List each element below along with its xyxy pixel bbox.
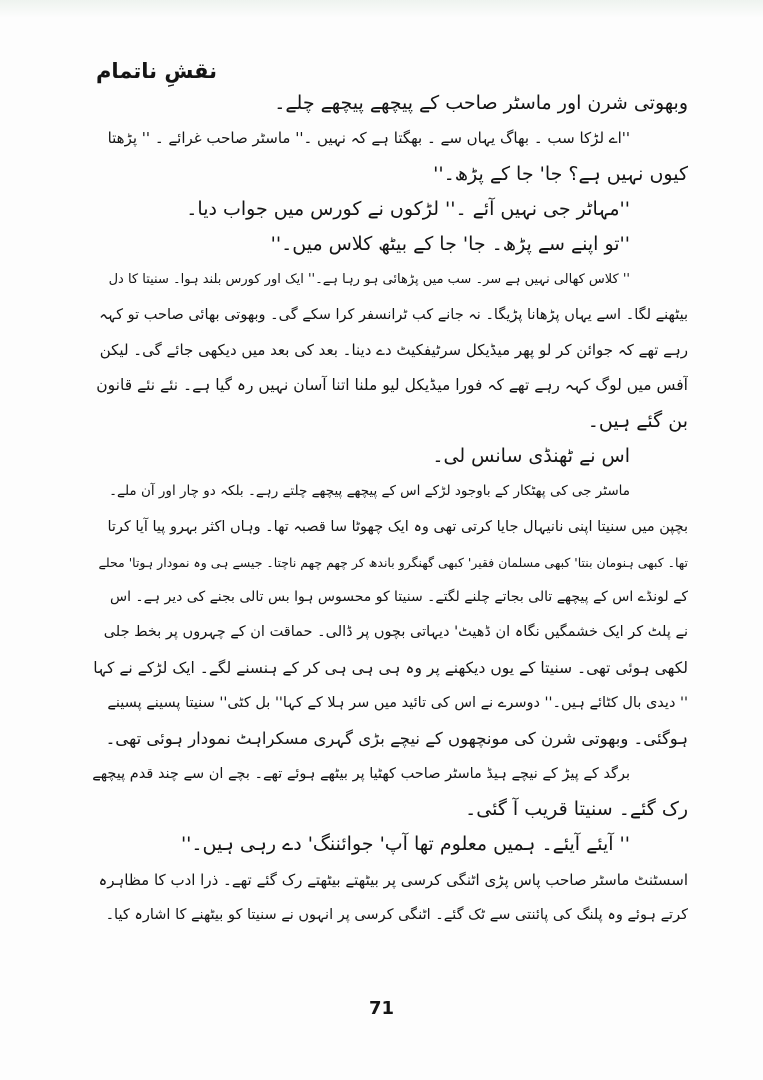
text-line: '' دیدی بال کٹائے ہیں۔'' دوسرے نے اس کی تائید میں سر ہلا کے کہا'' بل کٹی'' سنیتا پسینے پسینے — [107, 695, 688, 712]
text-line: رہے تھے کہ جوائن کر لو پھر میڈیکل سرٹیفکیٹ دے دینا۔ بعد کی بعد میں دیکھی جائے گی۔ لیکن — [99, 341, 688, 360]
text-line: آفس میں لوگ کہہ رہے تھے کہ فورا میڈیکل لیو ملنا اتنا آسان نہیں رہ گیا ہے۔ نئے نئے قانون — [96, 376, 688, 395]
text-line: لکھی ہوئی تھی۔ سنیتا کے یوں دیکھنے پر وہ ہی ہی ہی کر کے ہنسنے لگے۔ ایک لڑکے نے کہا — [93, 658, 688, 677]
running-header-title: نقشِ ناتمام — [96, 59, 218, 83]
text-line: بچپن میں سنیتا اپنی نانیہال جایا کرتی تھی وہ ایک چھوٹا سا قصبہ تھا۔ وہاں اکثر بہرو پیا آیا کرتا — [107, 518, 688, 535]
text-line: وبھوتی شرن اور ماسٹر صاحب کے پیچھے پیچھے چلے۔ — [274, 92, 688, 114]
text-line: کرتے ہوئے وہ پلنگ کی پائنتی سے ٹک گئے۔ اٹنگی کرسی پر انہوں نے سنیتا کو بیٹھنے کا اشارہ کیا۔ — [105, 906, 688, 923]
text-line: ہوگئی۔ وبھوتی شرن کی مونچھوں کے نیچے بڑی گہری مسکراہٹ نمودار ہوئی تھی۔ — [105, 729, 688, 749]
text-line: ''تو اپنے سے پڑھ۔ جا' جا کے بیٹھ کلاس میں۔'' — [270, 233, 630, 256]
text-line: '' کلاس کھالی نہیں ہے سر۔ سب میں پڑھائی ہو رہا ہے۔'' ایک اور کورس بلند ہوا۔ سنیتا کا دل — [108, 272, 630, 288]
text-line: ماسٹر جی کی پھٹکار کے باوجود لڑکے اس کے پیچھے پیچھے چلتے رہے۔ بلکہ دو چار اور آن ملے۔ — [109, 483, 630, 500]
text-line: تھا۔ کبھی ہنومان بنتا' کبھی مسلمان فقیر' کبھی گھنگرو باندھ کر چھم چھم ناچتا۔ جیسے ہی وہ نمودار ہوتا' محلے — [98, 554, 688, 570]
text-line: ''مہاٹر جی نہیں آئے ۔'' لڑکوں نے کورس میں جواب دیا۔ — [186, 197, 630, 220]
text-line: بیٹھنے لگا۔ اسے یہاں پڑھانا پڑیگا۔ نہ جانے کب ٹرانسفر کرا سکے گی۔ وبھوتی بھائی صاحب تو کہہ — [99, 306, 688, 323]
text-line: اسسٹنٹ ماسٹر صاحب پاس پڑی اٹنگی کرسی پر بیٹھتے بیٹھتے رک گئے تھے۔ ذرا ادب کا مظاہرہ — [98, 870, 688, 889]
scan-edge — [0, 0, 763, 18]
text-line: نے پلٹ کر ایک خشمگیں نگاہ ان ڈھیٹ' دیہاتی بچوں پر ڈالی۔ حماقت ان کے چہروں پر بخط جلی — [103, 624, 688, 641]
text-line: اس نے ٹھنڈی سانس لی۔ — [432, 444, 630, 467]
text-line: رک گئے۔ سنیتا قریب آ گئی۔ — [465, 797, 688, 820]
text-line: ''اے لڑکا سب ۔ بھاگ یہاں سے ۔ بھگتا ہے کہ نہیں ۔'' ماسٹر صاحب غرائے ۔ '' پڑھتا — [107, 129, 630, 148]
body-text — [92, 86, 688, 933]
text-line: '' آیئے آیئے۔ ہمیں معلوم تھا آپ' جوائننگ' دے رہی ہیں۔'' — [180, 833, 630, 856]
text-line: بن گئے ہیں۔ — [587, 409, 688, 432]
text-line: برگد کے پیڑ کے نیچے ہیڈ ماسٹر صاحب کھٹیا پر بیٹھے ہوئے تھے۔ بچے ان سے چند قدم پیچھے — [92, 765, 630, 782]
text-line: کے لونڈے اس کے پیچھے تالی بجاتے چلنے لگتے۔ سنیتا کو محسوس ہوا بس تالی بجنے کی دیر ہے۔ اس — [110, 589, 688, 606]
text-line: کیوں نہیں ہے؟ جا' جا کے پڑھ۔'' — [433, 162, 688, 185]
page-number: 71 — [368, 998, 395, 1019]
